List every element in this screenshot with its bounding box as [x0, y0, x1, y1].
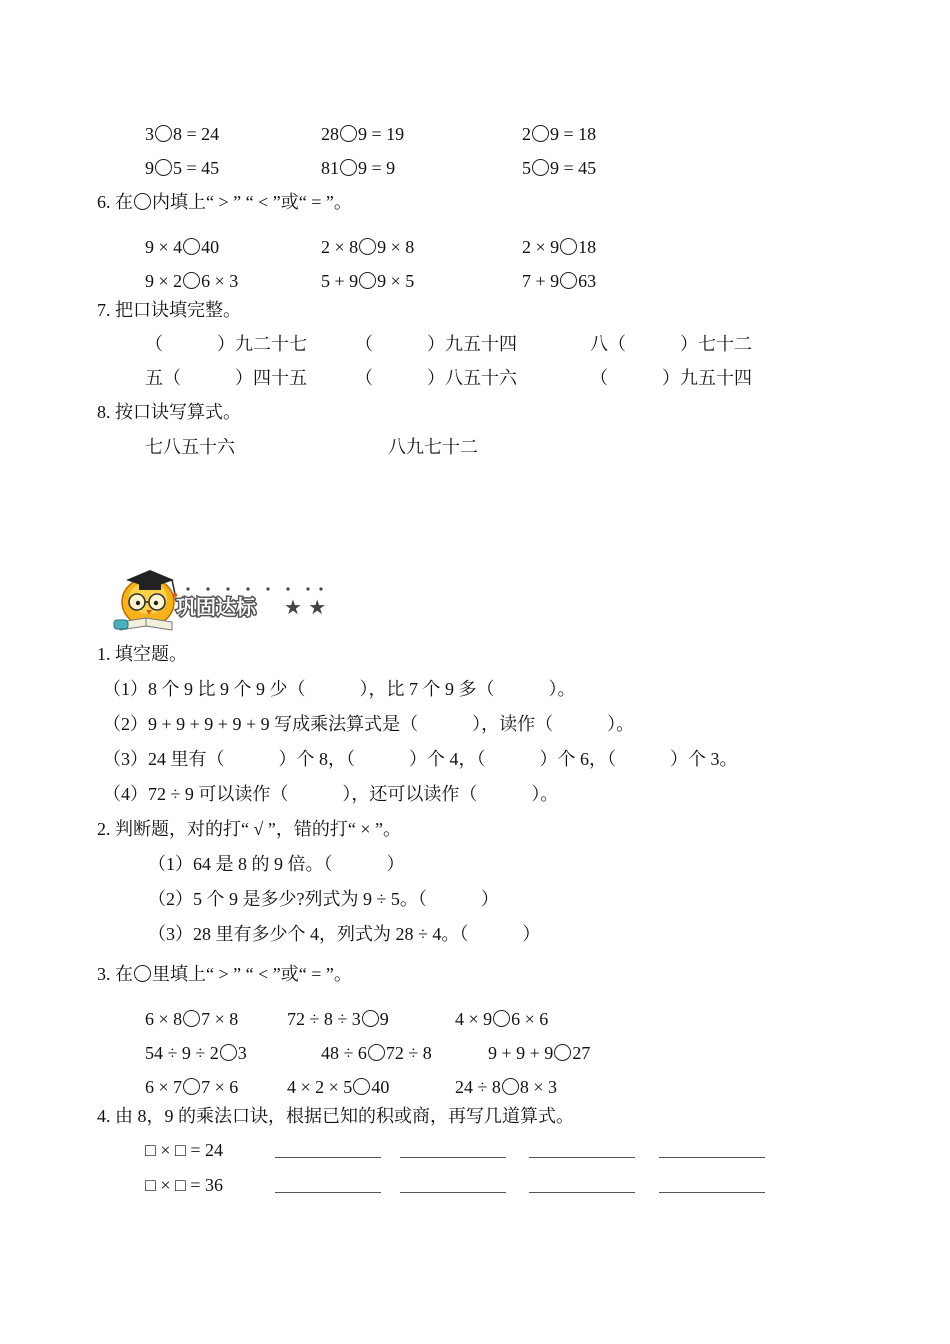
compare-circle[interactable]: [183, 1010, 200, 1027]
p2-item-1[interactable]: （1）64 是 8 的 9 倍。（ ）: [148, 854, 405, 874]
q6-title: 6. 在 内填上“ > ” “ < ”或“ = ”。: [97, 192, 352, 212]
p3-expr-7: 6 × 7 7 × 6: [145, 1077, 239, 1097]
q7-title: 7. 把口诀填完整。: [97, 300, 241, 320]
q8-item-1: 七八五十六: [145, 437, 235, 457]
compare-circle[interactable]: [340, 159, 357, 176]
compare-circle[interactable]: [359, 272, 376, 289]
p3-expr-8: 4 × 2 × 5 40: [287, 1077, 390, 1097]
compare-circle[interactable]: [368, 1044, 385, 1061]
compare-circle[interactable]: [554, 1044, 571, 1061]
q6-expr-3: 2 × 9 18: [522, 237, 597, 257]
q8-title: 8. 按口诀写算式。: [97, 402, 241, 422]
p3-expr-1: 6 × 8 7 × 8: [145, 1009, 239, 1029]
p3-title: 3. 在 里填上“ > ” “ < ”或“ = ”。: [97, 964, 352, 984]
q5-expr-1: 3 8 = 24: [145, 124, 220, 144]
q7-item-4[interactable]: 五（ ）四十五: [145, 368, 307, 388]
compare-circle[interactable]: [155, 159, 172, 176]
answer-line[interactable]: [659, 1192, 765, 1193]
circle-icon: [134, 193, 151, 210]
q5-expr-5: 81 9 = 9: [321, 158, 396, 178]
q7-item-1[interactable]: （ ）九二十七: [145, 334, 307, 354]
mascot-icon: [112, 558, 342, 638]
p1-title: 1. 填空题。: [97, 644, 187, 664]
compare-circle[interactable]: [155, 125, 172, 142]
compare-circle[interactable]: [359, 238, 376, 255]
p3-expr-4: 54 ÷ 9 ÷ 2 3: [145, 1043, 247, 1063]
q6-expr-1: 9 × 4 40: [145, 237, 220, 257]
compare-circle[interactable]: [183, 1078, 200, 1095]
p1-item-3[interactable]: （3）24 里有（ ）个 8，（ ）个 4，（ ）个 6，（ ）个 3。: [103, 749, 738, 769]
q6-expr-5: 5 + 9 9 × 5: [321, 271, 415, 291]
answer-line[interactable]: [400, 1157, 506, 1158]
compare-circle[interactable]: [532, 159, 549, 176]
compare-circle[interactable]: [353, 1078, 370, 1095]
section-title: 巩固达标: [176, 595, 256, 619]
p3-expr-5: 48 ÷ 6 72 ÷ 8: [321, 1043, 432, 1063]
compare-circle[interactable]: [183, 272, 200, 289]
p1-item-2[interactable]: （2）9 + 9 + 9 + 9 + 9 写成乘法算式是（ ），读作（ ）。: [103, 714, 635, 734]
compare-circle[interactable]: [362, 1010, 379, 1027]
q5-expr-4: 9 5 = 45: [145, 158, 220, 178]
p1-item-4[interactable]: （4）72 ÷ 9 可以读作（ ），还可以读作（ ）。: [103, 784, 559, 804]
q7-item-5[interactable]: （ ）八五十六: [355, 368, 517, 388]
circle-icon: [134, 965, 151, 982]
compare-circle[interactable]: [220, 1044, 237, 1061]
compare-circle[interactable]: [532, 125, 549, 142]
p1-item-1[interactable]: （1）8 个 9 比 9 个 9 少（ ），比 7 个 9 多（ ）。: [103, 679, 576, 699]
compare-circle[interactable]: [493, 1010, 510, 1027]
answer-line[interactable]: [275, 1157, 381, 1158]
q6-expr-4: 9 × 2 6 × 3: [145, 271, 239, 291]
q5-expr-6: 5 9 = 45: [522, 158, 597, 178]
answer-line[interactable]: [659, 1157, 765, 1158]
p3-expr-3: 4 × 9 6 × 6: [455, 1009, 549, 1029]
p4-item-2: □ × □ = 36: [145, 1175, 224, 1195]
q5-expr-3: 2 9 = 18: [522, 124, 597, 144]
p3-expr-2: 72 ÷ 8 ÷ 3 9: [287, 1009, 389, 1029]
answer-line[interactable]: [529, 1157, 635, 1158]
p3-expr-6: 9 + 9 + 9 27: [488, 1043, 591, 1063]
answer-line[interactable]: [529, 1192, 635, 1193]
p2-item-3[interactable]: （3）28 里有多少个 4，列式为 28 ÷ 4。（ ）: [148, 924, 541, 944]
q7-item-3[interactable]: 八（ ）七十二: [590, 334, 752, 354]
compare-circle[interactable]: [340, 125, 357, 142]
decor-dots: [186, 587, 322, 590]
q8-item-2: 八九七十二: [388, 437, 478, 457]
answer-line[interactable]: [275, 1192, 381, 1193]
compare-circle[interactable]: [502, 1078, 519, 1095]
q5-expr-2: 28 9 = 19: [321, 124, 405, 144]
compare-circle[interactable]: [560, 272, 577, 289]
p2-item-2[interactable]: （2）5 个 9 是多少?列式为 9 ÷ 5。（ ）: [148, 889, 499, 909]
star-rating: ★ ★: [284, 595, 327, 619]
compare-circle[interactable]: [183, 238, 200, 255]
q6-expr-6: 7 + 9 63: [522, 271, 597, 291]
p3-expr-9: 24 ÷ 8 8 × 3: [455, 1077, 558, 1097]
q7-item-6[interactable]: （ ）九五十四: [590, 368, 752, 388]
p4-title: 4. 由 8，9 的乘法口诀，根据已知的积或商，再写几道算式。: [97, 1106, 574, 1126]
p4-item-1: □ × □ = 24: [145, 1140, 224, 1160]
q7-item-2[interactable]: （ ）九五十四: [355, 334, 517, 354]
compare-circle[interactable]: [560, 238, 577, 255]
answer-line[interactable]: [400, 1192, 506, 1193]
q6-expr-2: 2 × 8 9 × 8: [321, 237, 415, 257]
p2-title: 2. 判断题，对的打“ √ ”，错的打“ × ”。: [97, 819, 401, 839]
